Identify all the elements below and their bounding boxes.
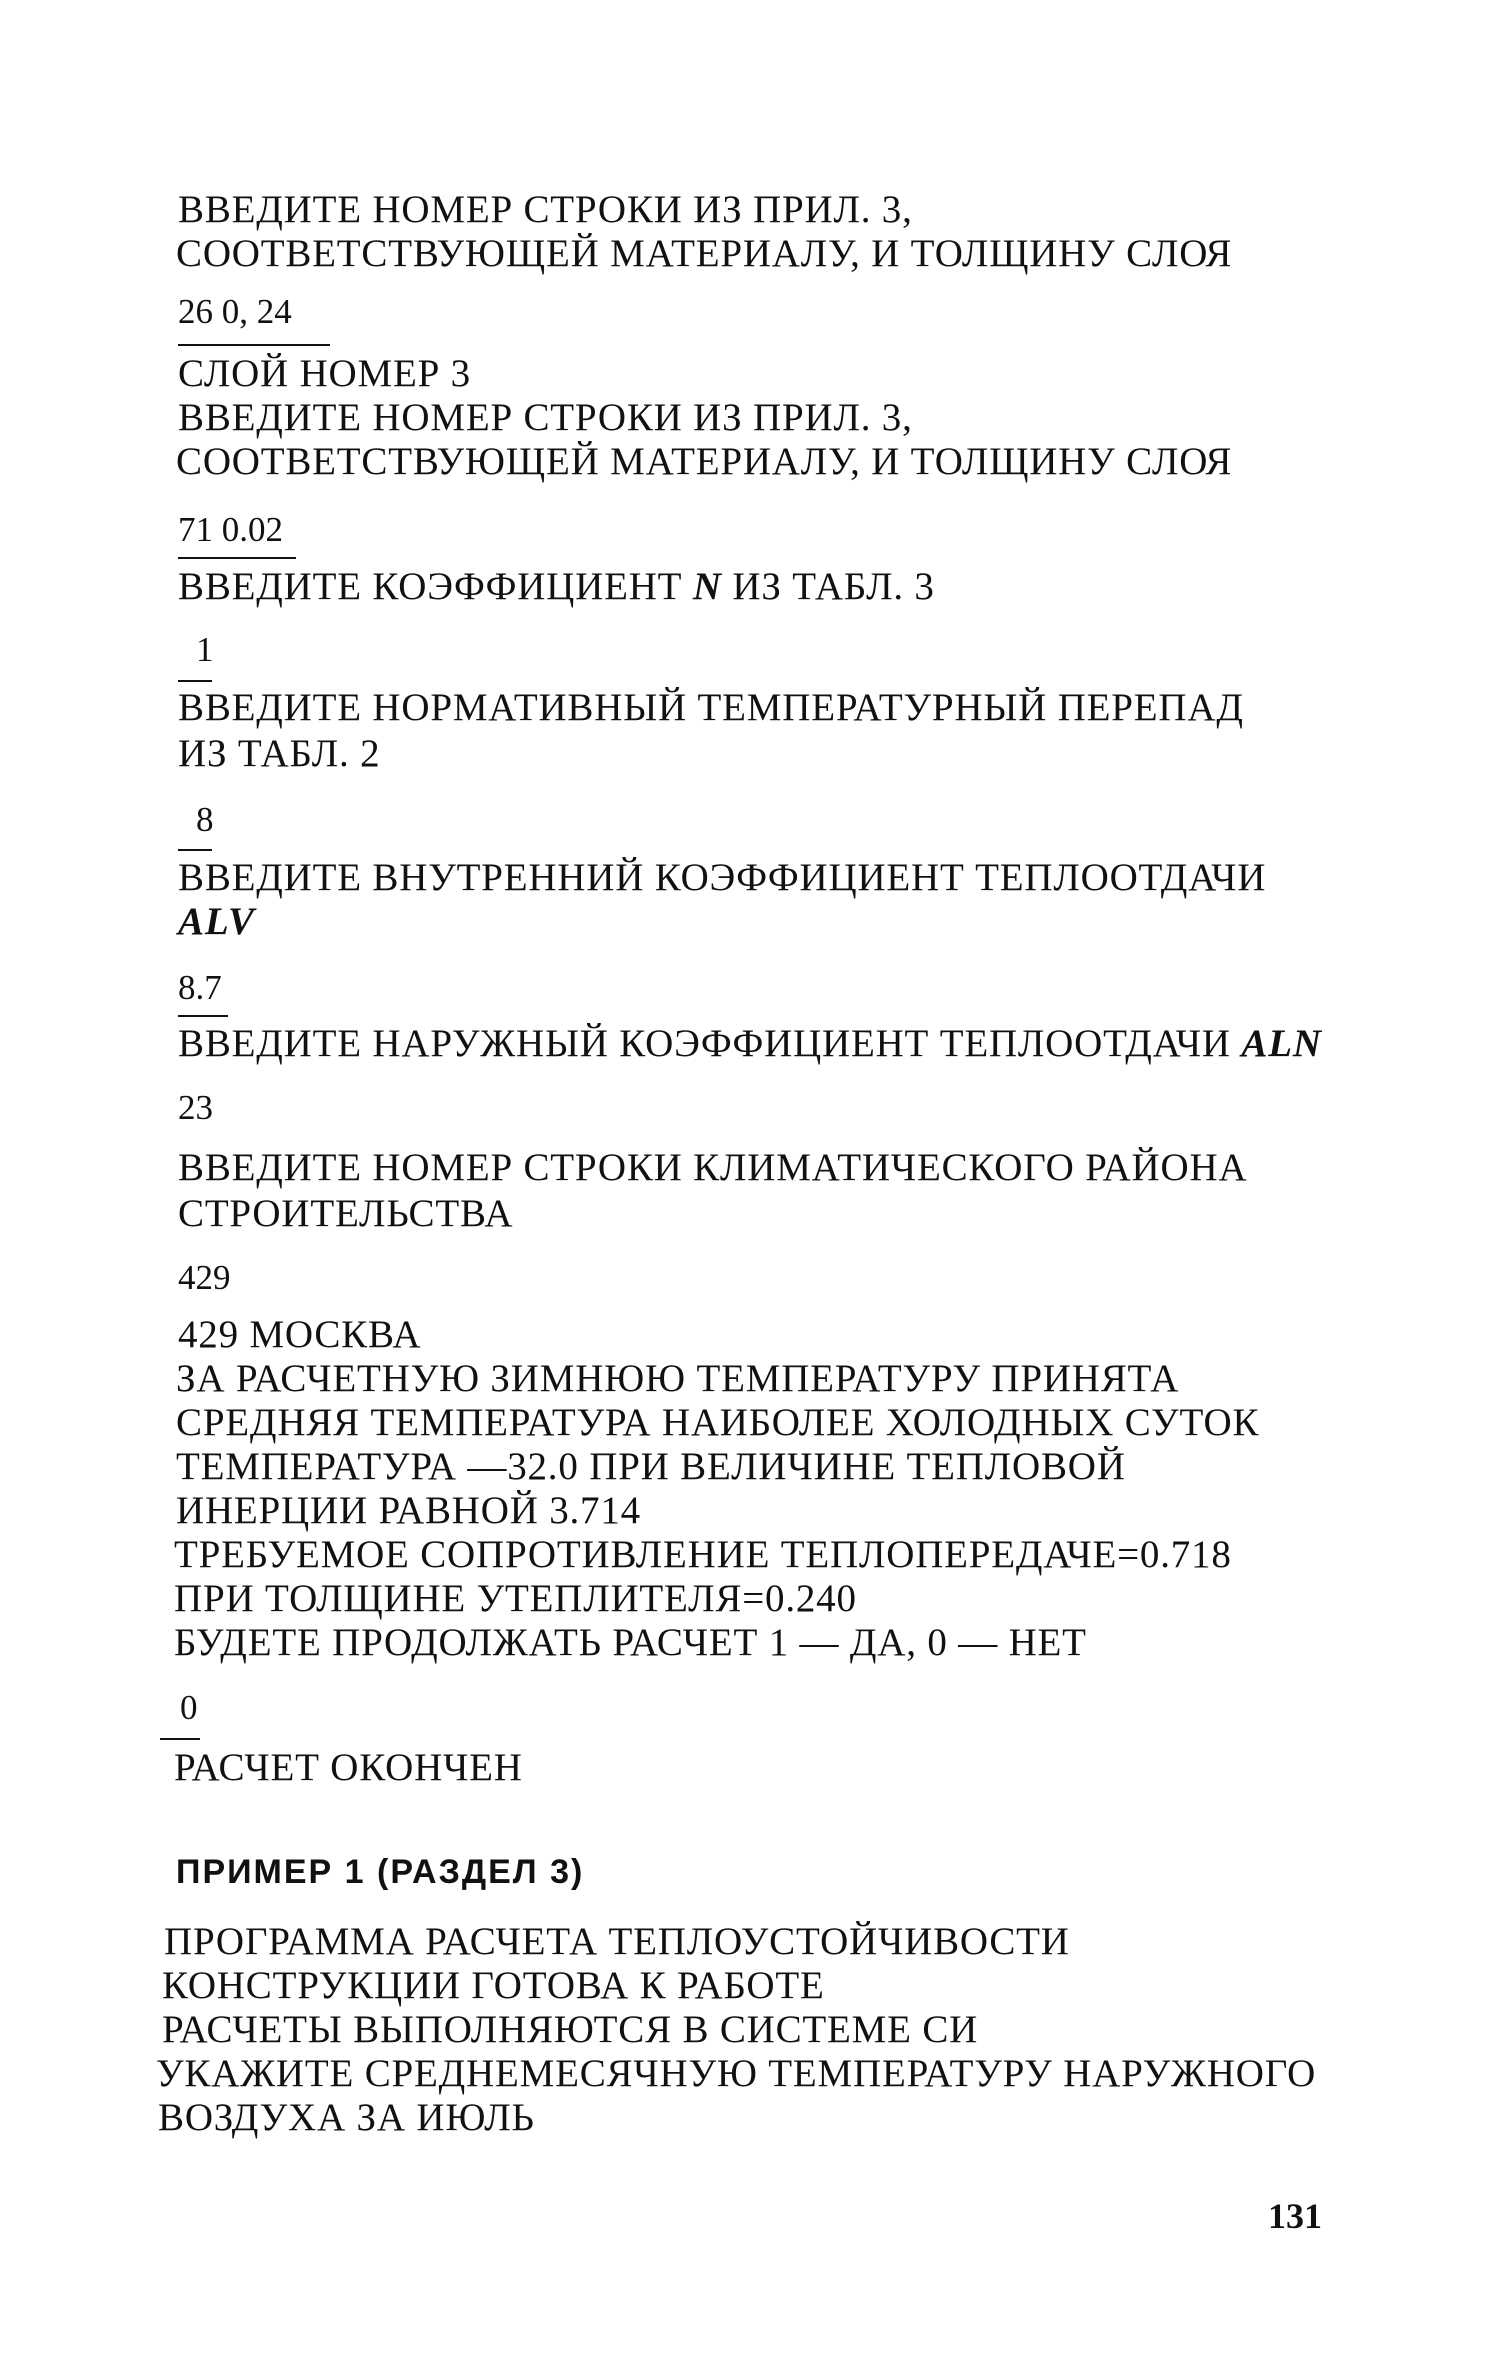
output-line: ПРИ ТОЛЩИНЕ УТЕПЛИТЕЛЯ=0.240 [174,1577,857,1620]
variable-name: N [692,565,722,608]
variable-name: ALN [1241,1022,1322,1065]
prompt-line: СООТВЕТСТВУЮЩЕЙ МАТЕРИАЛУ, И ТОЛЩИНУ СЛОЯ [176,232,1233,275]
prompt-line: СООТВЕТСТВУЮЩЕЙ МАТЕРИАЛУ, И ТОЛЩИНУ СЛОЯ [176,440,1233,483]
prompt-line [178,565,935,609]
prompt-line: ВВЕДИТЕ ВНУТРЕННИЙ КОЭФФИЦИЕНТ ТЕПЛООТДАЧИ [178,856,1267,899]
user-input: 0 [180,1688,198,1727]
input-underline [178,1015,228,1017]
prompt-text: ВВЕДИТЕ НАРУЖНЫЙ КОЭФФИЦИЕНТ ТЕПЛООТДАЧИ [178,1022,1242,1065]
prompt-line [178,1022,1322,1066]
prompt-text: ВВЕДИТЕ КОЭФФИЦИЕНТ [178,565,693,608]
input-underline [178,557,296,559]
prompt-line: ВВЕДИТЕ НОМЕР СТРОКИ ИЗ ПРИЛ. 3, [178,396,913,439]
variable-name: ALV [178,900,255,943]
user-input: 23 [178,1088,213,1127]
prompt-line: ВВЕДИТЕ НОМЕР СТРОКИ ИЗ ПРИЛ. 3, [178,188,913,231]
output-line: КОНСТРУКЦИИ ГОТОВА К РАБОТЕ [162,1964,825,2007]
section-heading: ПРИМЕР 1 (РАЗДЕЛ 3) [176,1853,585,1891]
user-input: 8.7 [178,968,222,1007]
output-line: УКАЖИТЕ СРЕДНЕМЕСЯЧНУЮ ТЕМПЕРАТУРУ НАРУЖНОГО [156,2052,1317,2095]
output-line: РАСЧЕТ ОКОНЧЕН [174,1746,523,1789]
user-input: 26 0, 24 [178,292,292,331]
input-underline [178,849,212,851]
output-line: ТРЕБУЕМОЕ СОПРОТИВЛЕНИЕ ТЕПЛОПЕРЕДАЧЕ=0.718 [174,1533,1232,1576]
user-input: 71 0.02 [178,510,283,549]
user-input: 429 [178,1258,231,1297]
prompt-line: СЛОЙ НОМЕР 3 [178,352,471,395]
input-underline [178,680,212,682]
output-line: ИНЕРЦИИ РАВНОЙ 3.714 [176,1489,641,1532]
output-line: РАСЧЕТЫ ВЫПОЛНЯЮТСЯ В СИСТЕМЕ СИ [162,2008,979,2051]
prompt-line: ИЗ ТАБЛ. 2 [178,732,381,775]
user-input: 1 [196,630,214,669]
output-line: СРЕДНЯЯ ТЕМПЕРАТУРА НАИБОЛЕЕ ХОЛОДНЫХ СУТОК [176,1401,1260,1444]
input-underline [178,344,330,346]
user-input: 8 [196,800,214,839]
output-line: ТЕМПЕРАТУРА —32.0 ПРИ ВЕЛИЧИНЕ ТЕПЛОВОЙ [176,1445,1126,1488]
output-line: ПРОГРАММА РАСЧЕТА ТЕПЛОУСТОЙЧИВОСТИ [164,1920,1070,1963]
output-line: 429 МОСКВА [178,1313,422,1356]
output-line: ВОЗДУХА ЗА ИЮЛЬ [158,2096,535,2139]
page-number: 131 [1268,2196,1322,2236]
output-line: БУДЕТЕ ПРОДОЛЖАТЬ РАСЧЕТ 1 — ДА, 0 — НЕТ [174,1621,1087,1664]
output-line: ЗА РАСЧЕТНУЮ ЗИМНЮЮ ТЕМПЕРАТУРУ ПРИНЯТА [176,1357,1180,1400]
prompt-line: ВВЕДИТЕ НОРМАТИВНЫЙ ТЕМПЕРАТУРНЫЙ ПЕРЕПАД [178,686,1244,729]
input-underline [160,1738,200,1740]
prompt-line: ВВЕДИТЕ НОМЕР СТРОКИ КЛИМАТИЧЕСКОГО РАЙОНА [178,1146,1248,1189]
prompt-line: СТРОИТЕЛЬСТВА [178,1192,514,1235]
prompt-text: ИЗ ТАБЛ. 3 [721,565,935,608]
